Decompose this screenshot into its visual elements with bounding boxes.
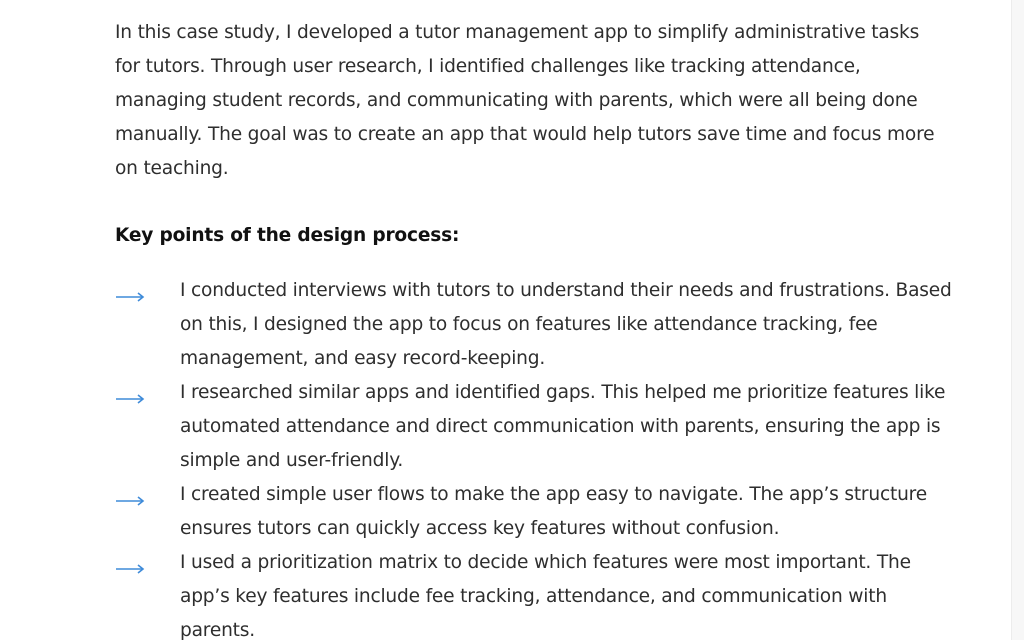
right-arrow-icon xyxy=(115,478,145,512)
list-item xyxy=(115,376,960,478)
list-item xyxy=(115,546,960,640)
intro-paragraph: In this case study, I developed a tutor management app to simplify administrative tasks for tutors. Through user research, I identified challenges like tracking attendance, managing student records, and communicating with parents, which were all being done manually. The goal was to create an app that would help tutors save time and focus more on teaching. xyxy=(115,22,935,179)
list-item xyxy=(115,478,960,546)
list-item xyxy=(115,274,960,376)
list-item-text: I created simple user flows to make the app easy to navigate. The app’s structure ensures tutors can quickly access key features without confusion. xyxy=(180,484,927,539)
page-right-edge xyxy=(1011,0,1024,640)
design-process-list xyxy=(115,274,955,640)
list-item-text: I used a prioritization matrix to decide which features were most important. The app’s key features include fee tracking, attendance, and communication with parents. xyxy=(180,552,911,640)
right-arrow-icon xyxy=(115,274,145,308)
right-arrow-icon xyxy=(115,546,145,580)
list-item-text: I conducted interviews with tutors to understand their needs and frustrations. Based on this, I designed the app to focus on features like attendance tracking, fee management, and easy record-keeping. xyxy=(180,280,952,369)
list-item-text: I researched similar apps and identified gaps. This helped me prioritize features like automated attendance and direct communication with parents, ensuring the app is simple and user-friendly. xyxy=(180,382,946,471)
right-arrow-icon xyxy=(115,376,145,410)
article-content xyxy=(115,16,955,640)
key-points-heading: Key points of the design process: xyxy=(115,225,460,246)
